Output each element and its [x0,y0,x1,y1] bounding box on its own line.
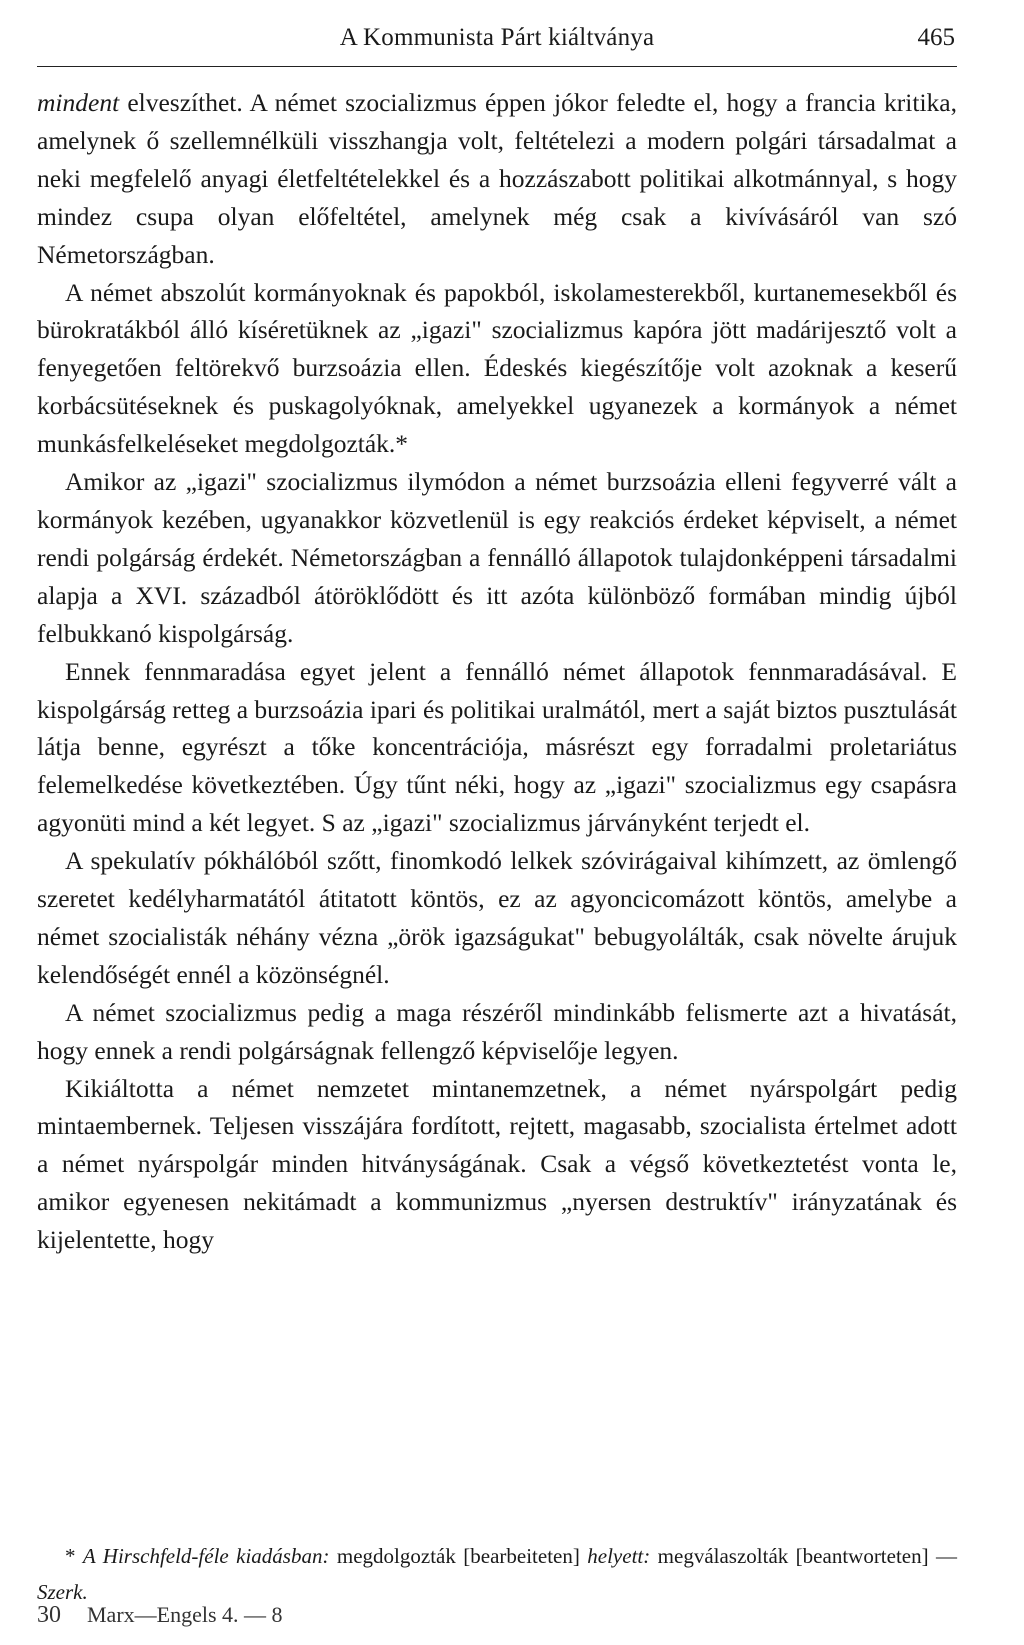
paragraph: Ennek fennmaradása egyet jelent a fennálló német állapotok fennmaradásával. E kispolgárság retteg a burzsoázia ipari és politikai uralmától, mert a saját biztos pusztulását látja benne, egyrészt a tőke koncentrációja, másrészt egy forradalmi proletariátus felemelkedése következtében. Úgy tűnt néki, hogy az „igazi" szocializmus egy csapásra agyonüti mind a két legyet. S az „igazi" szocializmus járványként terjedt el. [37,656,957,838]
footnote-text: megdolgozták [bearbeiteten] [329,1544,588,1568]
running-title: A Kommunista Párt kiáltványa [339,24,655,51]
paragraph: Kikiáltotta a német nemzetet mintanemzetnek, a német nyárspolgárt pedig mintaembernek. Teljesen visszájára fordított, rejtett, magasabb, szocialista értelmet adott a német nyárspolgár minden hitványságának. Csak a végső következtetést vonta le, amikor egyenesen nekitámadt a kommunizmus „nyersen destruktív" irányzatának és kijelentette, hogy [37,1073,957,1255]
footnote-text: megválaszolták [beantworteten] — [650,1544,958,1568]
header-rule [37,66,957,67]
footnote-editor: Szerk. [37,1580,88,1604]
footnote-source: A Hirschfeld-féle kiadásban: [82,1544,330,1568]
paragraph: A német abszolút kormányoknak és papokból, iskolamesterekből, kurtanemesekből és bürokratákból álló kíséretüknek az „igazi" szocializmus kapóra jött madárijesztő volt a fenyegetően feltörekvő burzsoázia ellen. Édeskés kiegészítője volt azoknak a keserű korbácsütéseknek és puskagolyóknak, amelyekkel ugyanezek a kormányok a német munkásfelkeléseket megdolgozták.* [37,277,957,459]
document-page [37,0,957,1645]
paragraph: A spekulatív pókhálóból szőtt, finomkodó lelkek szóvirágaival kihímzett, az ömlengő szeretet kedélyharmatától átitatott köntös, ez az agyoncicomázott köntös, amelybe a német szocialisták néhány vézna „örök igazságukat" bebugyolálták, csak növelte árujuk kelendőségét ennél a közönségnél. [37,846,957,989]
page-number: 465 [917,24,955,51]
footnote-instead: helyett: [587,1544,651,1568]
paragraph: A német szocializmus pedig a maga részéről mindinkább felismerte azt a hivatását, hogy ennek a rendi polgárságnak fellengző képviselője legyen. [37,997,957,1065]
page-header [37,22,957,58]
printer-signature [37,1602,283,1629]
signature-number: 30 [37,1602,61,1628]
paragraph: Amikor az „igazi" szocializmus ilymódon a német burzsoázia elleni fegyverré vált a kormányok kezében, ugyanakkor közvetlenül is egy reakciós érdeket képviselt, a német rendi polgárság érdekét. Németországban a fennálló állapotok tulajdonképpeni társadalmi alapja a XVI. századból átöröklődött és itt azóta különböző formában mindig újból felbukkanó kispolgárság. [37,467,957,648]
body-text [37,84,957,1259]
footnote [37,1538,957,1610]
signature-text: Marx—Engels 4. — 8 [87,1602,283,1627]
footnote-marker: * [65,1544,83,1568]
paragraph-text: elveszíthet. A német szocializmus éppen jókor feledte el, hogy a francia kritika, amelynek ő szellemnélküli visszhangja volt, feltételezi a modern polgári társadalmat a neki megfelelő anyagi életfeltételekkel és a hozzászabott politikai alkotmánnyal, s hogy mindez csupa olyan előfeltétel, amelynek még csak a kivívásáról van szó Németországban. [37,88,957,269]
lead-italic-word: mindent [37,88,120,117]
paragraph [37,84,957,274]
